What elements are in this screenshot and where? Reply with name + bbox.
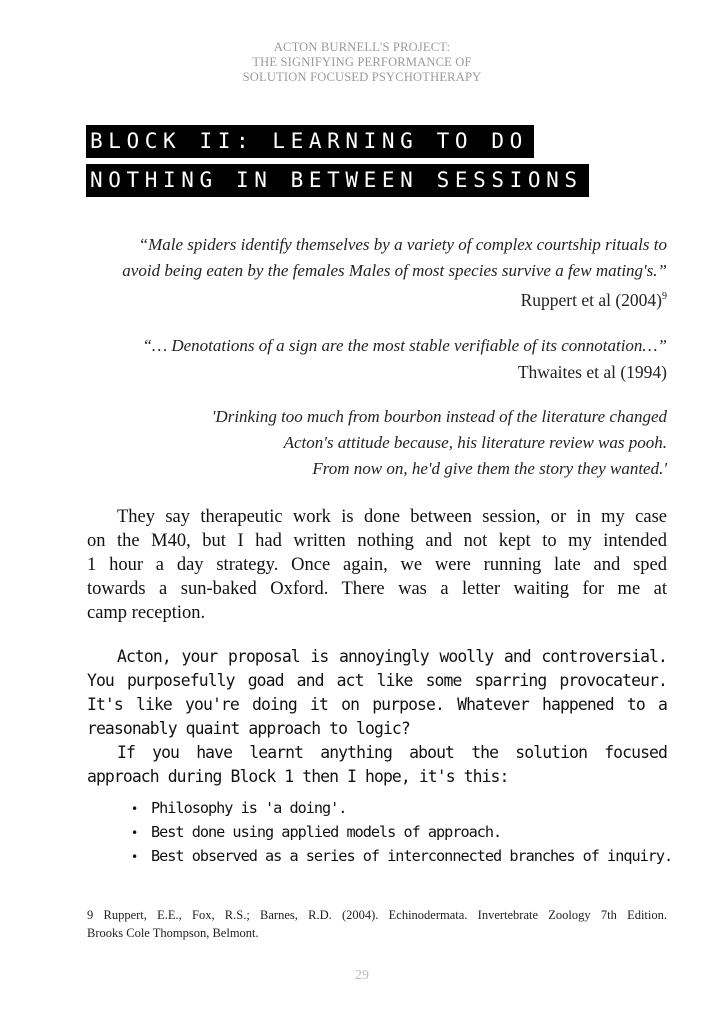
list-item (131, 845, 672, 869)
paragraph-line: They say therapeutic work is done between session, or in my case (117, 507, 667, 527)
letter-line: It's like you're doing it on purpose. Whatever happened to a (87, 695, 667, 714)
paragraph-line: camp reception. (87, 603, 206, 623)
chapter-title-line-1: BLOCK II: LEARNING TO DO (86, 125, 534, 158)
running-head-line: SOLUTION FOCUSED PSYCHOTHERAPY (242, 70, 482, 84)
quote-line: avoid being eaten by the females Males of most species survive a few mating's.” (122, 261, 667, 280)
letter-line: If you have learnt anything about the solution focused (117, 743, 667, 762)
paragraph-line: 1 hour a day strategy. Once again, we were running late and sped (87, 555, 667, 575)
running-head-line: ACTON BURNELL'S PROJECT: (273, 40, 451, 54)
footnote-line: Brooks Cole Thompson, Belmont. (87, 926, 259, 940)
bullet-list (131, 797, 672, 869)
quote-line: “Male spiders identify themselves by a variety of complex courtship rituals to (138, 235, 667, 254)
bullet-icon: • (131, 826, 138, 840)
quote-citation: Thwaites et al (1994) (517, 362, 667, 382)
footnote-mark: 9 (662, 291, 667, 302)
letter-line: Acton, your proposal is annoyingly woolly and controversial. (117, 647, 667, 666)
citation-text: Ruppert et al (2004) (520, 289, 662, 310)
quote-line: From now on, he'd give them the story they wanted.' (312, 459, 667, 478)
body-paragraph (87, 505, 667, 625)
chapter-title-line-2: NOTHING IN BETWEEN SESSIONS (86, 164, 589, 197)
quote-line: Acton's attitude because, his literature review was pooh. (283, 433, 667, 452)
paragraph-line: on the M40, but I had written nothing and not kept to my intended (87, 531, 667, 551)
bullet-icon: • (131, 802, 138, 816)
list-item-text: Philosophy is 'a doing'. (151, 799, 347, 817)
typewritten-letter (87, 645, 667, 789)
list-item (131, 821, 672, 845)
letter-line: You purposefully goad and act like some sparring provocateur. (87, 671, 667, 690)
quote-citation (122, 284, 667, 313)
letter-line: approach during Block 1 then I hope, it's this: (87, 767, 509, 786)
footnote-line: 9 Ruppert, E.E., Fox, R.S.; Barnes, R.D. (2004). Echinodermata. Invertebrate Zoology 7th Edition. (87, 908, 667, 922)
list-item-text: Best observed as a series of interconnected branches of inquiry. (151, 847, 673, 865)
quote-line: “… Denotations of a sign are the most stable verifiable of its connotation…” (142, 336, 667, 355)
page-number: 29 (355, 968, 369, 983)
paragraph-line: towards a sun-baked Oxford. There was a letter waiting for me at (87, 579, 667, 599)
epigraph-bourbon (212, 404, 667, 482)
list-item (131, 797, 672, 821)
list-item-text: Best done using applied models of approach. (151, 823, 502, 841)
running-head-line: THE SIGNIFYING PERFORMANCE OF (252, 55, 472, 69)
running-head (0, 40, 724, 85)
bullet-icon: • (131, 850, 138, 864)
epigraph-spiders (122, 232, 667, 313)
footnote (87, 906, 667, 942)
letter-line: reasonably quaint approach to logic? (87, 719, 410, 738)
epigraph-denotations (143, 333, 667, 385)
quote-line: 'Drinking too much from bourbon instead of the literature changed (211, 407, 667, 426)
